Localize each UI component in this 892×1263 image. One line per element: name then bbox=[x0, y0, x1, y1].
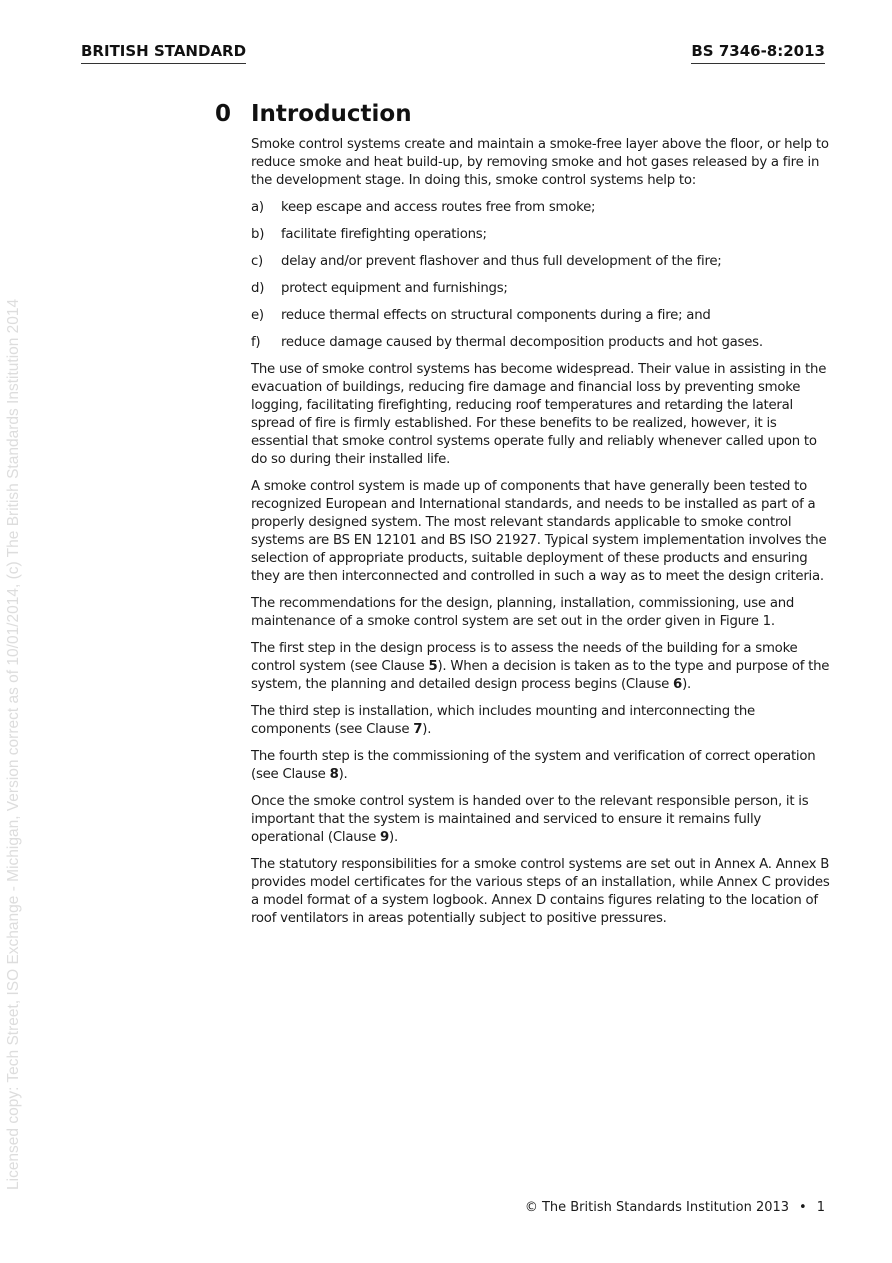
text-run: ). bbox=[389, 830, 398, 845]
list-marker: c) bbox=[251, 254, 263, 269]
list-marker: f) bbox=[251, 335, 261, 350]
running-header-standard-number: BS 7346-8:2013 bbox=[691, 41, 825, 64]
benefits-list bbox=[251, 199, 831, 352]
text-run: The first step in the design process is to assess the needs of the building for a smoke control system (see Clause bbox=[251, 641, 798, 674]
paragraph-recommendations-order: The recommendations for the design, planning, installation, commissioning, use and maintenance of a smoke control system are set out in the order given in Figure 1. bbox=[251, 596, 795, 629]
text-run: The fourth step is the commissioning of the system and verification of correct operation (see Clause bbox=[251, 749, 816, 782]
license-watermark: Licensed copy: Tech Street, ISO Exchange - Michigan, Version correct as of 10/01/2014, (c) The British Standards Institution 2014 bbox=[5, 298, 22, 1190]
list-item-text: reduce thermal effects on structural components during a fire; and bbox=[281, 308, 711, 323]
list-marker: d) bbox=[251, 281, 265, 296]
list-item bbox=[251, 253, 831, 271]
list-item-text: reduce damage caused by thermal decomposition products and hot gases. bbox=[281, 335, 763, 350]
page-number: 1 bbox=[816, 1200, 825, 1215]
list-item-text: keep escape and access routes free from smoke; bbox=[281, 200, 596, 215]
text-run: ). bbox=[682, 677, 691, 692]
paragraph-system-components: A smoke control system is made up of components that have generally been tested to recognized European and International standards, and needs to be installed as part of a properly designed system. The most relevant standards applicable to smoke control systems are BS EN 12101 and BS ISO 21927. Typical system implementation involves the selection of appropriate products, suitable deployment of these products and ensuring they are then interconnected and controlled in such a way as to meet the design criteria. bbox=[251, 479, 827, 584]
clause-reference: 8 bbox=[329, 767, 339, 782]
intro-paragraph: Smoke control systems create and maintain a smoke-free layer above the floor, or help to reduce smoke and heat build-up, by removing smoke and hot gases released by a fire in the development stage. In doing this, smoke control systems help to: bbox=[251, 137, 829, 188]
paragraph-first-step bbox=[251, 640, 831, 694]
text-run: Once the smoke control system is handed over to the relevant responsible person, it is important that the system is maintained and serviced to ensure it remains fully operational (Clause bbox=[251, 794, 809, 845]
text-run: The third step is installation, which includes mounting and interconnecting the components (see Clause bbox=[251, 704, 755, 737]
footer-copyright: © The British Standards Institution 2013 bbox=[524, 1200, 790, 1215]
text-run: ). When a decision is taken as to the type and purpose of the system, the planning and detailed design process begins (Clause bbox=[251, 659, 830, 692]
section-number: 0 bbox=[215, 101, 232, 127]
running-header-title: BRITISH STANDARD bbox=[81, 41, 246, 64]
clause-reference: 9 bbox=[380, 830, 390, 845]
list-item bbox=[251, 199, 831, 217]
list-item bbox=[251, 334, 831, 352]
section-body bbox=[251, 136, 831, 937]
paragraph-fourth-step bbox=[251, 748, 831, 784]
list-item-text: facilitate firefighting operations; bbox=[281, 227, 487, 242]
list-marker: b) bbox=[251, 227, 265, 242]
list-item bbox=[251, 307, 831, 325]
paragraph-annexes: The statutory responsibilities for a smoke control systems are set out in Annex A. Annex B provides model certificates for the various steps of an installation, while Annex C provides a model format of a system logbook. Annex D contains figures relating to the location of roof ventilators in areas potentially subject to positive pressures. bbox=[251, 857, 830, 926]
section-title: Introduction bbox=[251, 101, 412, 127]
clause-reference: 7 bbox=[413, 722, 423, 737]
list-item-text: delay and/or prevent flashover and thus full development of the fire; bbox=[281, 254, 722, 269]
list-marker: a) bbox=[251, 200, 264, 215]
list-item bbox=[251, 280, 831, 298]
paragraph-widespread-use: The use of smoke control systems has become widespread. Their value in assisting in the evacuation of buildings, reducing fire damage and financial loss by preventing smoke logging, facilitating firefighting, reducing roof temperatures and retarding the lateral spread of fire is firmly established. For these benefits to be realized, however, it is essential that smoke control systems operate fully and reliably whenever called upon to do so during their installed life. bbox=[251, 362, 827, 467]
list-item bbox=[251, 226, 831, 244]
clause-reference: 5 bbox=[428, 659, 438, 674]
text-run: ). bbox=[422, 722, 432, 737]
paragraph-handover bbox=[251, 793, 831, 847]
list-item-text: protect equipment and furnishings; bbox=[281, 281, 508, 296]
footer-bullet: • bbox=[799, 1200, 807, 1215]
clause-reference: 6 bbox=[673, 677, 683, 692]
paragraph-third-step bbox=[251, 703, 831, 739]
text-run: ). bbox=[338, 767, 348, 782]
list-marker: e) bbox=[251, 308, 264, 323]
page-footer bbox=[525, 1199, 825, 1217]
